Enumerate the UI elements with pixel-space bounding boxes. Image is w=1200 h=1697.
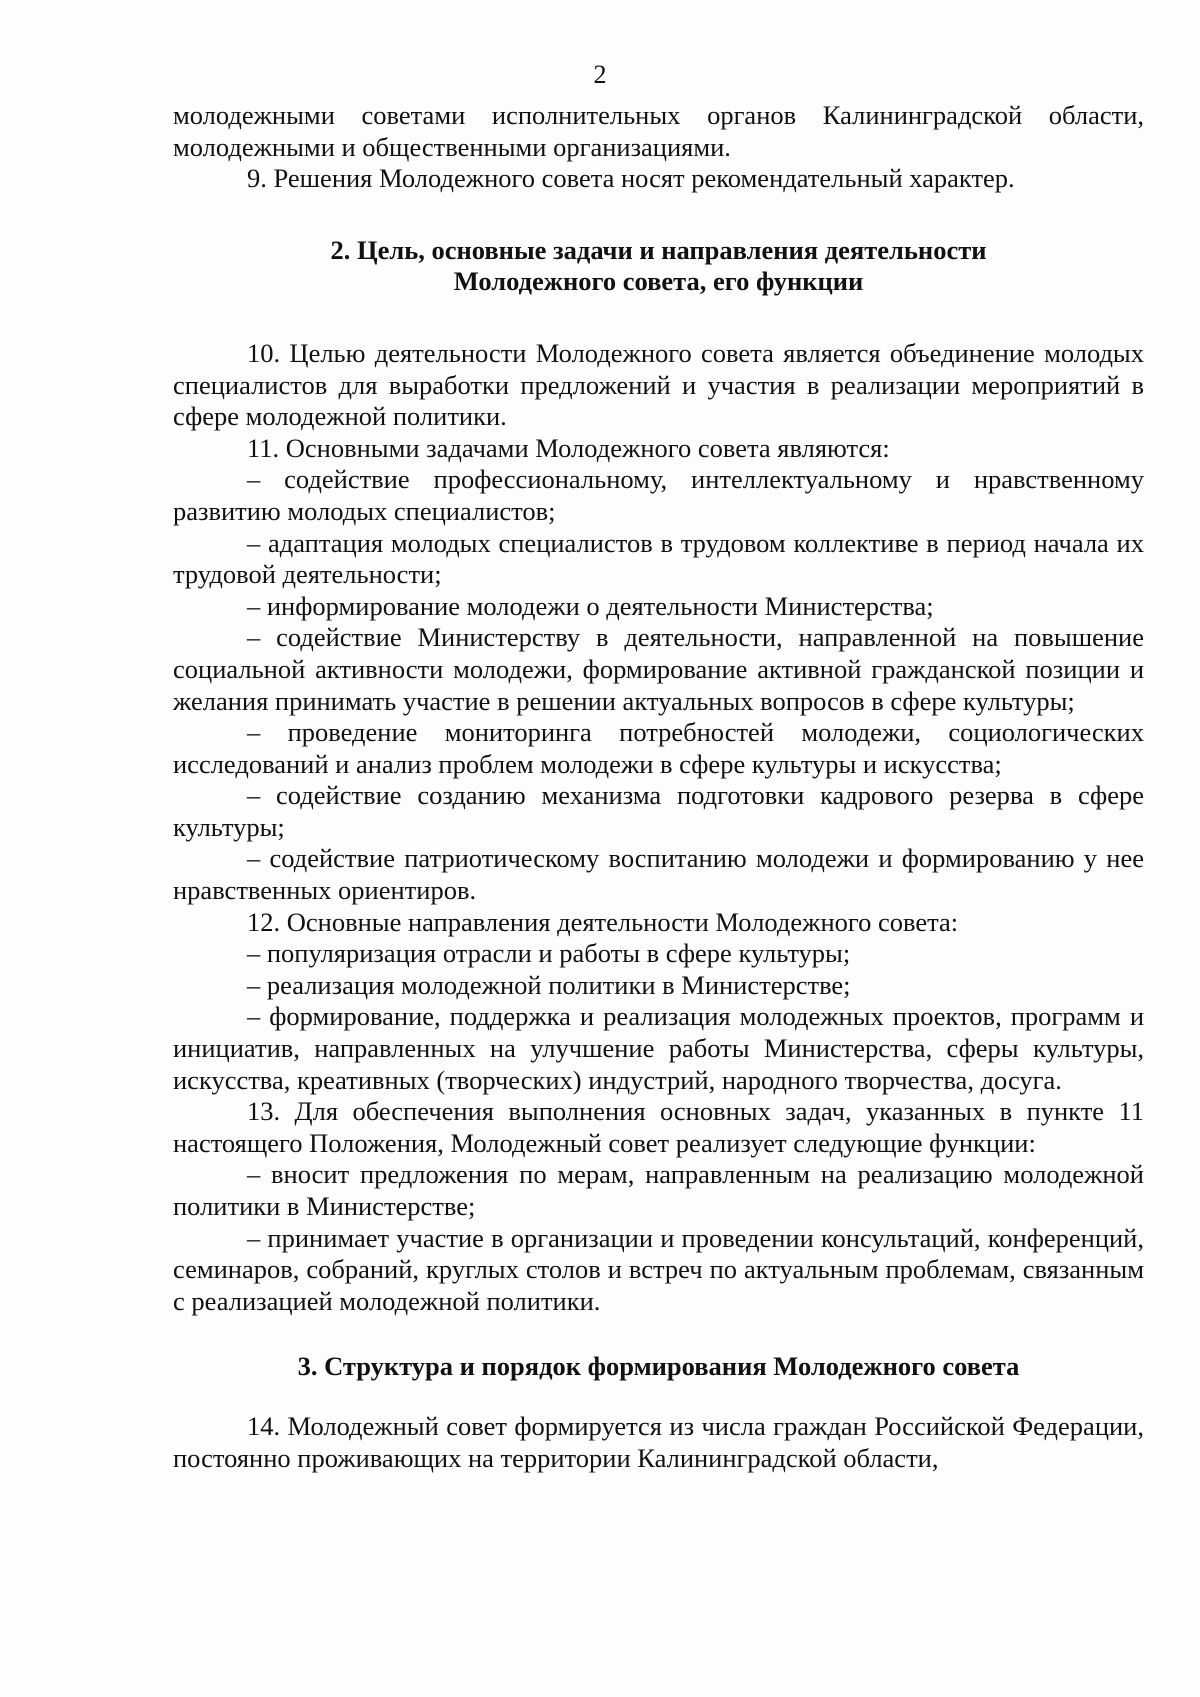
paragraph-9: 9. Решения Молодежного совета носят рекомендательный характер.	[247, 163, 1015, 194]
paragraph-10: 10. Целью деятельности Молодежного совета является объединение молодых специалистов для выработки предложений и участия в реализации мероприятий в сфере молодежной политики.	[173, 337, 1144, 432]
section-heading-2: 2. Цель, основные задачи и направления деятельности Молодежного совета, его функции	[330, 234, 987, 297]
spacer	[173, 298, 1144, 338]
list-item-task-6: – содействие созданию механизма подготовки кадрового резерва в сфере культуры;	[173, 780, 1144, 842]
list-item-direction-3: – формирование, поддержка и реализация молодежных проектов, программ и инициатив, направленных на улучшение работы Министерства, сферы культуры, искусства, креативных (творческих) индустрий, народного творчества, досуга.	[173, 1001, 1144, 1095]
section-heading-3: 3. Структура и порядок формирования Молодежного совета	[297, 1351, 1020, 1382]
list-item-task-5: – проведение мониторинга потребностей молодежи, социологических исследований и анализ проблем молодежи в сфере культуры и искусства;	[173, 717, 1144, 779]
paragraph-14: 14. Молодежный совет формируется из числа граждан Российской Федерации, постоянно проживающих на территории Калининградской области,	[173, 1410, 1144, 1473]
list-item-task-1: – содействие профессиональному, интеллектуальному и нравственному развитию молодых специалистов;	[173, 464, 1144, 526]
paragraph-13: 13. Для обеспечения выполнения основных задач, указанных в пункте 11 настоящего Положения, Молодежный совет реализует следующие функции:	[173, 1096, 1144, 1158]
spacer	[173, 1317, 1144, 1351]
list-item-direction-1: – популяризация отрасли и работы в сфере культуры;	[247, 938, 851, 969]
list-item-task-3: – информирование молодежи о деятельности Министерства;	[247, 590, 934, 621]
list-item-task-2: – адаптация молодых специалистов в трудовом коллективе в период начала их трудовой деятельности;	[173, 527, 1144, 590]
spacer	[173, 1383, 1144, 1411]
document-body	[173, 100, 1144, 1474]
paragraph-12: 12. Основные направления деятельности Молодежного совета:	[247, 906, 959, 937]
paragraph-continuation: молодежными советами исполнительных органов Калининградской области, молодежными и общественными организациями.	[173, 100, 1144, 162]
list-item-task-4: – содействие Министерству в деятельности, направленной на повышение социальной активности молодежи, формирование активной гражданской позиции и желания принимать участие в решении актуальных вопросов в сфере культуры;	[173, 622, 1144, 716]
paragraph-11: 11. Основными задачами Молодежного совета являются:	[247, 432, 890, 463]
spacer	[173, 195, 1144, 235]
list-item-task-7: – содействие патриотическому воспитанию молодежи и формированию у нее нравственных ориентиров.	[173, 843, 1144, 906]
list-item-function-2: – принимает участие в организации и проведении консультаций, конференций, семинаров, собраний, круглых столов и встреч по актуальным проблемам, связанным с реализацией молодежной политики.	[173, 1222, 1144, 1316]
list-item-function-1: – вносит предложения по мерам, направленным на реализацию молодежной политики в Министерстве;	[173, 1159, 1144, 1221]
list-item-direction-2: – реализация молодежной политики в Министерстве;	[247, 969, 851, 1000]
page-number: 2	[593, 60, 607, 89]
